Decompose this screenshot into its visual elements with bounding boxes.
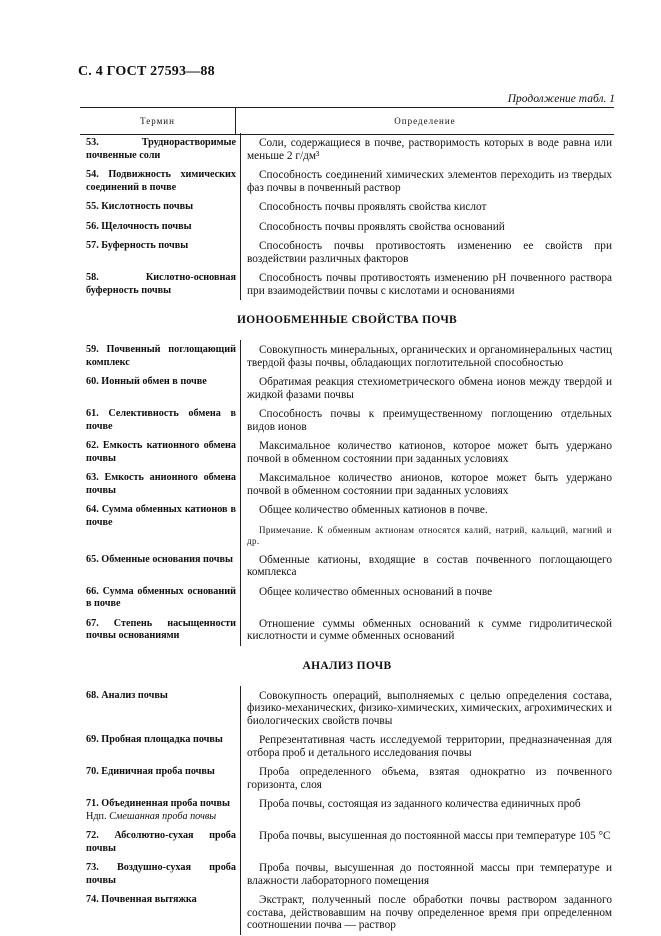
term-text: Почвенный поглощающий комплекс <box>86 344 236 368</box>
term-cell <box>80 550 241 582</box>
term-text: Сумма обменных катионов в почве <box>86 504 236 528</box>
definition-cell <box>241 436 614 468</box>
table-row <box>80 340 614 372</box>
definition-cell <box>241 614 614 646</box>
term-text: Труднорастворимые почвенные соли <box>86 137 236 161</box>
definition-cell <box>241 890 614 935</box>
section-heading-soil-analysis: АНАЛИЗ ПОЧВ <box>302 659 392 672</box>
term-cell <box>80 436 241 468</box>
term-text: Воздушно-сухая проба почвы <box>86 862 236 886</box>
page-title: С. 4 ГОСТ 27593—88 <box>78 64 215 79</box>
term-number: 68. <box>86 689 99 701</box>
terms-group-soil-analysis <box>80 686 614 935</box>
definition-text: Проба почвы, состоящая из заданного количества единичных проб <box>259 798 581 810</box>
definition-text: Репрезентативная часть исследуемой территории, предназначенная для отбора проб и детального исследования почвы <box>247 734 612 759</box>
definition-text: Способность почвы противостоять изменению pH почвенного раствора при взаимодействии почвы с кислотами и основаниями <box>247 272 612 297</box>
term-text: Сумма обменных оснований в почве <box>86 585 236 609</box>
definition-cell <box>241 858 614 890</box>
table-row <box>80 197 614 217</box>
term-cell <box>80 614 241 646</box>
terms-group-properties <box>80 133 614 300</box>
definition-cell <box>241 582 614 614</box>
definition-text: Совокупность минеральных, органических и органоминеральных частиц твердой фазы почвы, обладающих поглотительной способностью <box>247 344 612 369</box>
term-text: Подвижность химических соединений в почве <box>86 169 236 193</box>
definition-text: Общее количество обменных оснований в почве <box>259 585 493 598</box>
table-row <box>80 582 614 614</box>
term-cell <box>80 794 241 826</box>
definition-text: Проба почвы, высушенная до постоянной массы при температуре и влажности лабораторного помещения <box>247 862 612 887</box>
definition-cell <box>241 686 614 731</box>
term-text: Щелочность почвы <box>101 220 192 232</box>
table-row <box>80 890 614 935</box>
term-cell <box>80 762 241 794</box>
table-row <box>80 826 614 858</box>
term-text: Кислотность почвы <box>101 201 194 212</box>
term-number: 63. <box>86 472 99 483</box>
definition-text: Обменные катионы, входящие в состав почвенного поглощающего комплекса <box>247 553 612 578</box>
table-row <box>80 404 614 436</box>
term-text: Объединенная проба почвы <box>101 798 230 809</box>
term-number: 62. <box>86 440 99 451</box>
term-text: Почвенная вытяжка <box>101 894 197 905</box>
definition-cell <box>241 133 614 165</box>
term-cell <box>80 890 241 935</box>
definition-cell <box>241 468 614 500</box>
term-number: 72. <box>86 830 99 841</box>
term-cell <box>80 165 241 197</box>
definition-cell <box>241 372 614 404</box>
term-cell <box>80 404 241 436</box>
table-row <box>80 372 614 404</box>
definition-text: Отношение суммы обменных оснований к сумме гидролитической кислотности и сумме обменных оснований <box>247 617 612 642</box>
term-text: Анализ почвы <box>101 689 168 701</box>
term-text: Емкость анионного обмена почвы <box>86 472 236 496</box>
table-row <box>80 858 614 890</box>
definition-text: Максимальное количество катионов, которое может быть удержано почвой в обменном состоянии при заданных условиях <box>247 440 612 465</box>
term-text: Емкость катионного обмена почвы <box>86 440 236 464</box>
definition-text: Проба почвы, высушенная до постоянной массы при температуре 105 °С <box>259 830 611 842</box>
terms-group-ion-exchange <box>80 340 614 646</box>
table-row <box>80 268 614 300</box>
ndp-label: Ндп. <box>86 810 107 822</box>
section-heading-ion-exchange: ИОНООБМЕННЫЕ СВОЙСТВА ПОЧВ <box>236 314 458 326</box>
table-row <box>80 762 614 794</box>
table-row <box>80 468 614 500</box>
definition-text: Проба определенного объема, взятая однократно из почвенного горизонта, слоя <box>247 766 612 791</box>
term-cell <box>80 372 241 404</box>
table-row <box>80 133 614 165</box>
term-cell <box>80 340 241 372</box>
term-number: 56. <box>86 220 99 232</box>
term-cell <box>80 217 241 237</box>
table-continuation-label: Продолжение табл. 1 <box>507 93 615 105</box>
term-cell <box>80 133 241 165</box>
table-row <box>80 436 614 468</box>
term-text: Кислотно-основная буферность почвы <box>86 272 236 296</box>
definition-text: Максимальное количество анионов, которое может быть удержано почвой в обменном состоянии при заданных условиях <box>247 472 612 497</box>
term-number: 67. <box>86 617 99 629</box>
table-row <box>80 165 614 197</box>
definition-cell <box>241 165 614 197</box>
definition-cell <box>241 550 614 582</box>
table-row <box>80 730 614 762</box>
term-number: 74. <box>86 894 99 905</box>
definition-cell <box>241 826 614 858</box>
table-row <box>80 500 614 550</box>
definition-cell <box>241 236 614 268</box>
definition-cell <box>241 762 614 794</box>
definition-cell <box>241 268 614 300</box>
definition-text: Совокупность операций, выполняемых с целью определения состава, физико-механических, физико-химических, химических, агрохимических и биологических свойств почвы <box>247 689 612 727</box>
definition-cell <box>241 340 614 372</box>
definition-cell <box>241 404 614 436</box>
term-text: Абсолютно-сухая проба почвы <box>86 830 236 854</box>
term-cell <box>80 268 241 300</box>
term-text: Буферность почвы <box>101 240 189 251</box>
table-row <box>80 686 614 731</box>
definition-text: Соли, содержащиеся в почве, растворимость которых в воде равна или меньше 2 г/дм³ <box>247 137 612 162</box>
term-number: 61. <box>86 408 99 419</box>
definition-cell <box>241 500 614 550</box>
terms-table <box>80 133 614 935</box>
table-row <box>80 794 614 826</box>
term-cell <box>80 858 241 890</box>
term-cell <box>80 468 241 500</box>
definition-cell <box>241 197 614 217</box>
term-number: 53. <box>86 137 99 148</box>
term-cell <box>80 826 241 858</box>
term-cell <box>80 582 241 614</box>
definition-text: Способность почвы проявлять свойства кислот <box>259 201 487 213</box>
term-cell <box>80 500 241 550</box>
term-text: Единичная проба почвы <box>101 766 215 777</box>
definition-text: Обратимая реакция стехиометрического обмена ионов между твердой и жидкой фазами почвы <box>247 376 612 401</box>
term-number: 71. <box>86 798 99 809</box>
definition-cell <box>241 730 614 762</box>
term-cell <box>80 686 241 731</box>
term-number: 59. <box>86 344 99 355</box>
definition-cell <box>241 794 614 826</box>
term-number: 69. <box>86 734 99 745</box>
term-text: Пробная площадка почвы <box>101 734 223 745</box>
term-number: 65. <box>86 553 99 565</box>
table-row <box>80 236 614 268</box>
definition-text: Экстракт, полученный после обработки почвы раствором заданного состава, действовавшим на почву определенное время при определенном соотношении почва — раствор <box>247 894 612 931</box>
term-number: 54. <box>86 169 99 180</box>
term-number: 58. <box>86 272 99 283</box>
term-cell <box>80 730 241 762</box>
term-number: 66. <box>86 585 99 597</box>
definition-text: Способность почвы проявлять свойства оснований <box>259 220 505 233</box>
table-row <box>80 217 614 237</box>
term-text: Селективность обмена в почве <box>86 408 237 432</box>
table-row <box>80 614 614 646</box>
definition-cell <box>241 217 614 237</box>
term-number: 64. <box>86 504 99 515</box>
ndp-term: Смешанная проба почвы <box>109 810 217 822</box>
term-text: Обменные основания почвы <box>101 553 233 565</box>
table-row <box>80 550 614 582</box>
definition-note: Примечание. К обменным актионам относятся калий, натрий, кальций, магний и др. <box>247 524 612 546</box>
non-recommended-term <box>86 811 236 824</box>
definition-text: Способность соединений химических элементов переходить из твердых фаз почвы в почвенный раствор <box>247 169 612 194</box>
term-number: 57. <box>86 240 99 251</box>
definition-text: Общее количество обменных катионов в почве. <box>259 504 488 516</box>
definition-text: Способность почвы противостоять изменению ее свойств при воздействии различных факторов <box>247 240 612 265</box>
table-header <box>80 107 614 135</box>
column-header-term: Термин <box>80 108 236 134</box>
term-text: Ионный обмен в почве <box>101 376 207 387</box>
term-number: 60. <box>86 376 99 387</box>
term-cell <box>80 197 241 217</box>
term-number: 73. <box>86 862 99 873</box>
term-number: 55. <box>86 201 99 212</box>
term-text: Степень насыщенности почвы основаниями <box>86 617 237 641</box>
definition-text: Способность почвы к преимущественному поглощению отдельных видов ионов <box>247 408 612 433</box>
term-number: 70. <box>86 766 99 777</box>
column-header-definition: Определение <box>394 116 456 126</box>
term-cell <box>80 236 241 268</box>
